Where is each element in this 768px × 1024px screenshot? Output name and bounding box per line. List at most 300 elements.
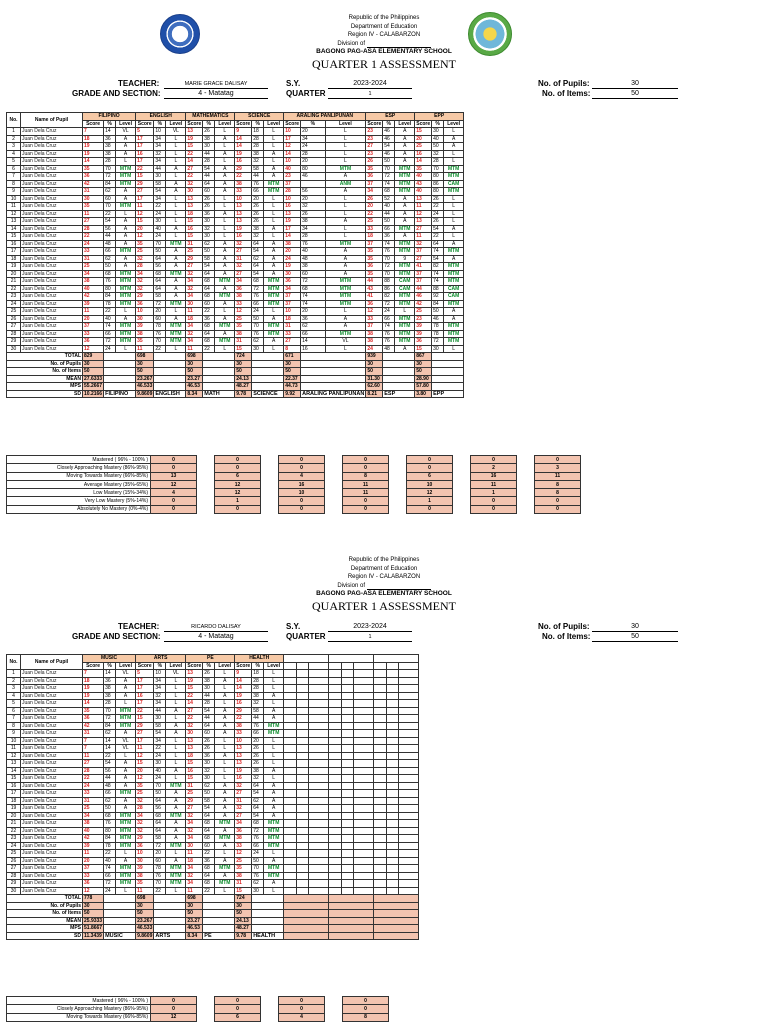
empty-cell	[354, 760, 374, 768]
level-cell: L	[215, 850, 235, 858]
empty-cell	[399, 677, 419, 685]
sheet-header-2	[0, 556, 768, 613]
percent-cell: 68	[203, 880, 215, 888]
empty-cell	[297, 767, 309, 775]
mastery-gap	[261, 464, 279, 472]
score-header: Score	[136, 662, 154, 670]
percent-cell: 22	[154, 203, 166, 211]
summary-value: 9.8609	[137, 932, 153, 939]
level-cell: MTM	[166, 812, 186, 820]
mastery-row	[7, 1013, 407, 1021]
empty-cell	[387, 745, 399, 753]
pupil-name: Juan Dela Cruz	[21, 685, 83, 693]
percent-cell: 32	[252, 775, 264, 783]
score-cell: 25	[366, 218, 383, 226]
score-cell: 17	[136, 143, 154, 151]
level-cell: MTM	[166, 240, 186, 248]
level-cell: A	[215, 797, 235, 805]
score-cell: 25	[415, 308, 432, 316]
level-cell: L	[116, 210, 136, 218]
percent-cell: 38	[252, 225, 264, 233]
summary-label: SD	[7, 390, 83, 398]
percent-cell: 62	[252, 797, 264, 805]
empty-header	[309, 662, 329, 670]
level-cell: L	[444, 150, 464, 158]
level-cell: A	[116, 188, 136, 196]
level-cell: L	[166, 700, 186, 708]
score-cell: 33	[366, 225, 383, 233]
score-cell: 35	[136, 240, 154, 248]
empty-cell	[354, 700, 374, 708]
percent-cell: 68	[104, 270, 116, 278]
level-cell: A	[116, 143, 136, 151]
percent-cell: 28	[104, 700, 116, 708]
empty-cell	[309, 707, 329, 715]
percent-cell: 44	[252, 173, 264, 181]
score-cell: 36	[83, 715, 104, 723]
empty-cell	[309, 775, 329, 783]
score-cell: 13	[186, 737, 203, 745]
summary-blank	[252, 360, 284, 368]
empty-cell	[354, 790, 374, 798]
score-cell: 36	[136, 842, 154, 850]
row-number: 30	[7, 887, 21, 895]
summary-blank	[154, 895, 186, 903]
score-cell: 37	[284, 300, 301, 308]
empty-cell	[387, 767, 399, 775]
score-cell: 32	[235, 782, 252, 790]
row-number: 3	[7, 143, 21, 151]
subject-summary-label: MATH	[203, 390, 235, 398]
percent-cell: 34	[154, 685, 166, 693]
level-cell: A	[166, 278, 186, 286]
mastery-gap	[581, 456, 599, 464]
score-cell: 11	[136, 203, 154, 211]
score-cell: 20	[136, 767, 154, 775]
level-cell: MTM	[264, 293, 284, 301]
table-row	[7, 730, 419, 738]
level-cell: L	[264, 685, 284, 693]
level-cell: A	[395, 233, 415, 241]
percent-cell: 20	[154, 850, 166, 858]
row-number: 29	[7, 338, 21, 346]
score-cell: 38	[235, 722, 252, 730]
level-cell: L	[444, 128, 464, 136]
empty-cell	[329, 700, 342, 708]
pupil-name: Juan Dela Cruz	[21, 338, 83, 346]
empty-cell	[399, 700, 419, 708]
percent-cell: 64	[252, 240, 264, 248]
level-cell: A	[215, 270, 235, 278]
level-cell: A	[264, 880, 284, 888]
mastery-gap	[389, 472, 407, 480]
percent-cell: 44	[104, 233, 116, 241]
percent-cell: 34	[301, 135, 325, 143]
percent-cell: 28	[203, 158, 215, 166]
empty-cell	[387, 775, 399, 783]
score-cell: 19	[284, 263, 301, 271]
level-cell: L	[325, 345, 366, 353]
table-row	[7, 338, 464, 346]
empty-cell	[387, 737, 399, 745]
score-cell: 17	[284, 135, 301, 143]
summary-blank	[284, 910, 329, 918]
summary-blank	[252, 895, 284, 903]
empty-cell	[354, 812, 374, 820]
score-cell: 38	[284, 240, 301, 248]
summary-blank	[203, 353, 235, 361]
score-cell: 25	[186, 790, 203, 798]
summary-value: 698	[136, 895, 154, 903]
pupil-name: Juan Dela Cruz	[21, 173, 83, 181]
score-cell: 31	[83, 255, 104, 263]
percent-cell: 60	[203, 842, 215, 850]
empty-cell	[342, 737, 354, 745]
percent-cell: 50	[383, 218, 395, 226]
percent-cell: 64	[203, 180, 215, 188]
score-cell: 15	[186, 760, 203, 768]
percent-cell: 64	[203, 330, 215, 338]
score-cell: 37	[83, 323, 104, 331]
percent-cell: 24	[432, 210, 444, 218]
empty-cell	[354, 842, 374, 850]
subject-header: ARALING PANLIPUNAN	[284, 113, 366, 121]
pupil-name: Juan Dela Cruz	[21, 330, 83, 338]
level-cell: MTM	[395, 180, 415, 188]
table-row	[7, 158, 464, 166]
sy-value: 2023-2024	[328, 79, 412, 89]
level-cell: A	[116, 315, 136, 323]
percent-cell: 36	[203, 210, 215, 218]
score-cell: 16	[136, 150, 154, 158]
mastery-value: 13	[151, 472, 197, 480]
pupil-name: Juan Dela Cruz	[21, 225, 83, 233]
percent-cell: 76	[252, 722, 264, 730]
score-cell: 9	[235, 128, 252, 136]
empty-cell	[297, 805, 309, 813]
score-cell: 11	[186, 345, 203, 353]
score-cell: 39	[415, 323, 432, 331]
empty-cell	[329, 835, 342, 843]
school-name: BAGONG PAG-ASA ELEMENTARY SCHOOL	[316, 48, 452, 55]
mastery-gap	[581, 489, 599, 497]
score-cell: 22	[235, 715, 252, 723]
level-cell: MTM	[215, 338, 235, 346]
level-cell: L	[215, 158, 235, 166]
summary-value: 62.60	[366, 383, 383, 391]
empty-cell	[399, 722, 419, 730]
table-row	[7, 135, 464, 143]
percent-cell: 14	[104, 128, 116, 136]
empty-cell	[354, 730, 374, 738]
pupil-name: Juan Dela Cruz	[21, 887, 83, 895]
mastery-gap	[325, 1005, 343, 1013]
level-cell: MTM	[215, 278, 235, 286]
score-cell: 35	[136, 782, 154, 790]
score-cell: 25	[235, 315, 252, 323]
score-cell: 20	[83, 315, 104, 323]
level-cell: L	[116, 308, 136, 316]
mastery-gap	[517, 489, 535, 497]
percent-cell: 10	[154, 128, 166, 136]
percent-cell: 24	[154, 210, 166, 218]
subject-header	[284, 655, 329, 663]
level-cell: L	[215, 345, 235, 353]
percent-cell: 30	[203, 775, 215, 783]
summary-blank	[203, 375, 235, 383]
subject-summary-label: MUSIC	[104, 932, 136, 940]
level-cell: A	[116, 730, 136, 738]
empty-cell	[399, 850, 419, 858]
percent-cell: 68	[301, 285, 325, 293]
level-cell: A	[325, 263, 366, 271]
level-cell: MTM	[444, 263, 464, 271]
score-cell: 7	[83, 128, 104, 136]
empty-cell	[374, 790, 387, 798]
score-cell: 31	[235, 880, 252, 888]
level-header: Level	[325, 120, 366, 128]
mastery-gap	[261, 497, 279, 505]
pupil-name: Juan Dela Cruz	[21, 760, 83, 768]
percent-cell: 62	[104, 188, 116, 196]
percent-cell: 34	[154, 143, 166, 151]
level-cell: A	[166, 767, 186, 775]
level-cell: MTM	[325, 293, 366, 301]
mean-row	[7, 917, 419, 925]
percent-cell: 32	[154, 150, 166, 158]
empty-cell	[342, 835, 354, 843]
score-cell: 16	[235, 775, 252, 783]
mastery-value: 0	[279, 497, 325, 505]
table-row	[7, 887, 419, 895]
mastery-gap	[197, 497, 215, 505]
level-cell: CAM	[395, 278, 415, 286]
empty-cell	[329, 767, 342, 775]
summary-value: 3.80	[415, 390, 432, 398]
pupil-name: Juan Dela Cruz	[21, 315, 83, 323]
mastery-gap	[517, 456, 535, 464]
percent-cell: 14	[301, 338, 325, 346]
score-cell: 35	[235, 865, 252, 873]
table-row	[7, 782, 419, 790]
percent-cell: 84	[104, 180, 116, 188]
score-cell: 33	[235, 842, 252, 850]
percent-cell: 44	[203, 692, 215, 700]
score-cell: 35	[136, 880, 154, 888]
mastery-value: 0	[215, 997, 261, 1005]
score-cell: 43	[415, 180, 432, 188]
mastery-label: Closely Approaching Mastery (86%-95%)	[7, 464, 151, 472]
score-cell: 25	[186, 248, 203, 256]
percent-cell: 28	[252, 677, 264, 685]
score-cell: 37	[415, 278, 432, 286]
score-cell: 12	[235, 308, 252, 316]
score-cell: 17	[136, 195, 154, 203]
pupil-name: Juan Dela Cruz	[21, 240, 83, 248]
level-cell: A	[395, 135, 415, 143]
score-header: Score	[83, 662, 104, 670]
empty-cell	[354, 782, 374, 790]
percent-cell: 20	[301, 128, 325, 136]
level-cell: A	[166, 857, 186, 865]
pupil-name: Juan Dela Cruz	[21, 210, 83, 218]
percent-cell: 68	[203, 835, 215, 843]
score-cell: 13	[415, 195, 432, 203]
percent-cell: 18	[252, 670, 264, 678]
summary-value: 51.8667	[84, 925, 103, 931]
table-row	[7, 707, 419, 715]
score-cell: 5	[136, 670, 154, 678]
level-cell: MTM	[395, 248, 415, 256]
percent-cell: 70	[252, 323, 264, 331]
score-cell: 30	[83, 195, 104, 203]
score-cell: 27	[186, 707, 203, 715]
score-cell: 35	[415, 165, 432, 173]
percent-cell: 76	[252, 180, 264, 188]
level-cell: MTM	[264, 188, 284, 196]
mastery-value: 11	[343, 489, 389, 497]
level-cell: L	[215, 233, 235, 241]
score-cell: 40	[83, 827, 104, 835]
percent-cell: 80	[104, 285, 116, 293]
score-cell: 38	[83, 278, 104, 286]
percent-cell: 84	[104, 293, 116, 301]
score-cell: 42	[83, 722, 104, 730]
score-cell: 16	[235, 700, 252, 708]
mastery-label: Low Mastery (15%-34%)	[7, 489, 151, 497]
summary-value: 22.37	[284, 375, 301, 383]
percent-cell: 62	[104, 255, 116, 263]
row-number: 15	[7, 775, 21, 783]
percent-cell: 68	[252, 278, 264, 286]
summary-blank	[252, 375, 284, 383]
pupil-name: Juan Dela Cruz	[21, 195, 83, 203]
empty-cell	[374, 880, 387, 888]
empty-cell	[399, 805, 419, 813]
mastery-gap	[197, 472, 215, 480]
pupil-name: Juan Dela Cruz	[21, 865, 83, 873]
level-cell: MTM	[166, 330, 186, 338]
level-cell: L	[166, 143, 186, 151]
level-cell: L	[264, 308, 284, 316]
row-number: 19	[7, 263, 21, 271]
no-header: No.	[7, 113, 21, 128]
mastery-value: 0	[279, 997, 325, 1005]
mastery-gap	[389, 497, 407, 505]
level-cell: MTM	[116, 820, 136, 828]
score-cell: 38	[366, 330, 383, 338]
row-number: 11	[7, 203, 21, 211]
pupil-name: Juan Dela Cruz	[21, 767, 83, 775]
pupil-name: Juan Dela Cruz	[21, 707, 83, 715]
row-number: 6	[7, 165, 21, 173]
level-cell: L	[166, 685, 186, 693]
mastery-value: 0	[343, 997, 389, 1005]
level-header: Level	[215, 120, 235, 128]
empty-cell	[309, 760, 329, 768]
mastery-value: 12	[215, 489, 261, 497]
mastery-value: 11	[471, 480, 517, 488]
summary-blank	[284, 917, 329, 925]
score-cell: 11	[136, 887, 154, 895]
summary-value: 55.2667	[84, 383, 103, 389]
empty-cell	[309, 730, 329, 738]
level-cell: MTM	[116, 330, 136, 338]
table-row	[7, 745, 419, 753]
empty-cell	[284, 767, 297, 775]
empty-cell	[329, 790, 342, 798]
score-cell: 18	[186, 315, 203, 323]
empty-cell	[297, 857, 309, 865]
level-cell: A	[215, 715, 235, 723]
percent-cell: 54	[383, 143, 395, 151]
subject-summary-label: SCIENCE	[252, 390, 284, 398]
summary-blank	[301, 353, 366, 361]
score-cell: 11	[83, 308, 104, 316]
level-cell: L	[264, 203, 284, 211]
mastery-gap	[389, 480, 407, 488]
score-cell: 33	[235, 730, 252, 738]
summary-value: 23.27	[186, 375, 203, 383]
empty-cell	[387, 722, 399, 730]
table-row	[7, 165, 464, 173]
percent-cell: 58	[154, 722, 166, 730]
percent-cell: 68	[252, 820, 264, 828]
row-number: 20	[7, 812, 21, 820]
percent-cell: 28	[301, 150, 325, 158]
empty-cell	[399, 707, 419, 715]
percent-cell: 26	[301, 210, 325, 218]
score-cell: 38	[235, 872, 252, 880]
percent-cell: 24	[383, 308, 395, 316]
sd-row	[7, 390, 464, 398]
level-cell: MTM	[116, 300, 136, 308]
table-row	[7, 797, 419, 805]
mastery-gap	[197, 489, 215, 497]
level-cell: A	[264, 173, 284, 181]
level-cell: L	[264, 210, 284, 218]
empty-cell	[284, 850, 297, 858]
percent-cell: 28	[252, 135, 264, 143]
level-cell: L	[264, 233, 284, 241]
mastery-label: Mastered ( 96% - 100% )	[7, 456, 151, 464]
empty-cell	[354, 835, 374, 843]
percent-cell: 80	[432, 188, 444, 196]
level-cell: L	[166, 737, 186, 745]
summary-blank	[432, 353, 464, 361]
mastery-gap	[261, 472, 279, 480]
summary-blank	[432, 360, 464, 368]
percent-cell: 38	[104, 692, 116, 700]
percent-cell: 48	[104, 240, 116, 248]
subject-header-row	[7, 113, 464, 121]
summary-value: 50	[186, 910, 203, 918]
percent-cell: 72	[252, 827, 264, 835]
level-cell: L	[166, 850, 186, 858]
summary-blank	[329, 910, 374, 918]
mastery-gap	[517, 480, 535, 488]
level-cell: L	[264, 752, 284, 760]
level-cell: A	[166, 225, 186, 233]
mastery-value: 12	[151, 1013, 197, 1021]
level-cell: L	[264, 745, 284, 753]
percent-cell: 64	[154, 278, 166, 286]
empty-cell	[374, 805, 387, 813]
level-cell: L	[325, 308, 366, 316]
pupil-name: Juan Dela Cruz	[21, 255, 83, 263]
score-cell: 25	[83, 805, 104, 813]
pupil-name: Juan Dela Cruz	[21, 180, 83, 188]
